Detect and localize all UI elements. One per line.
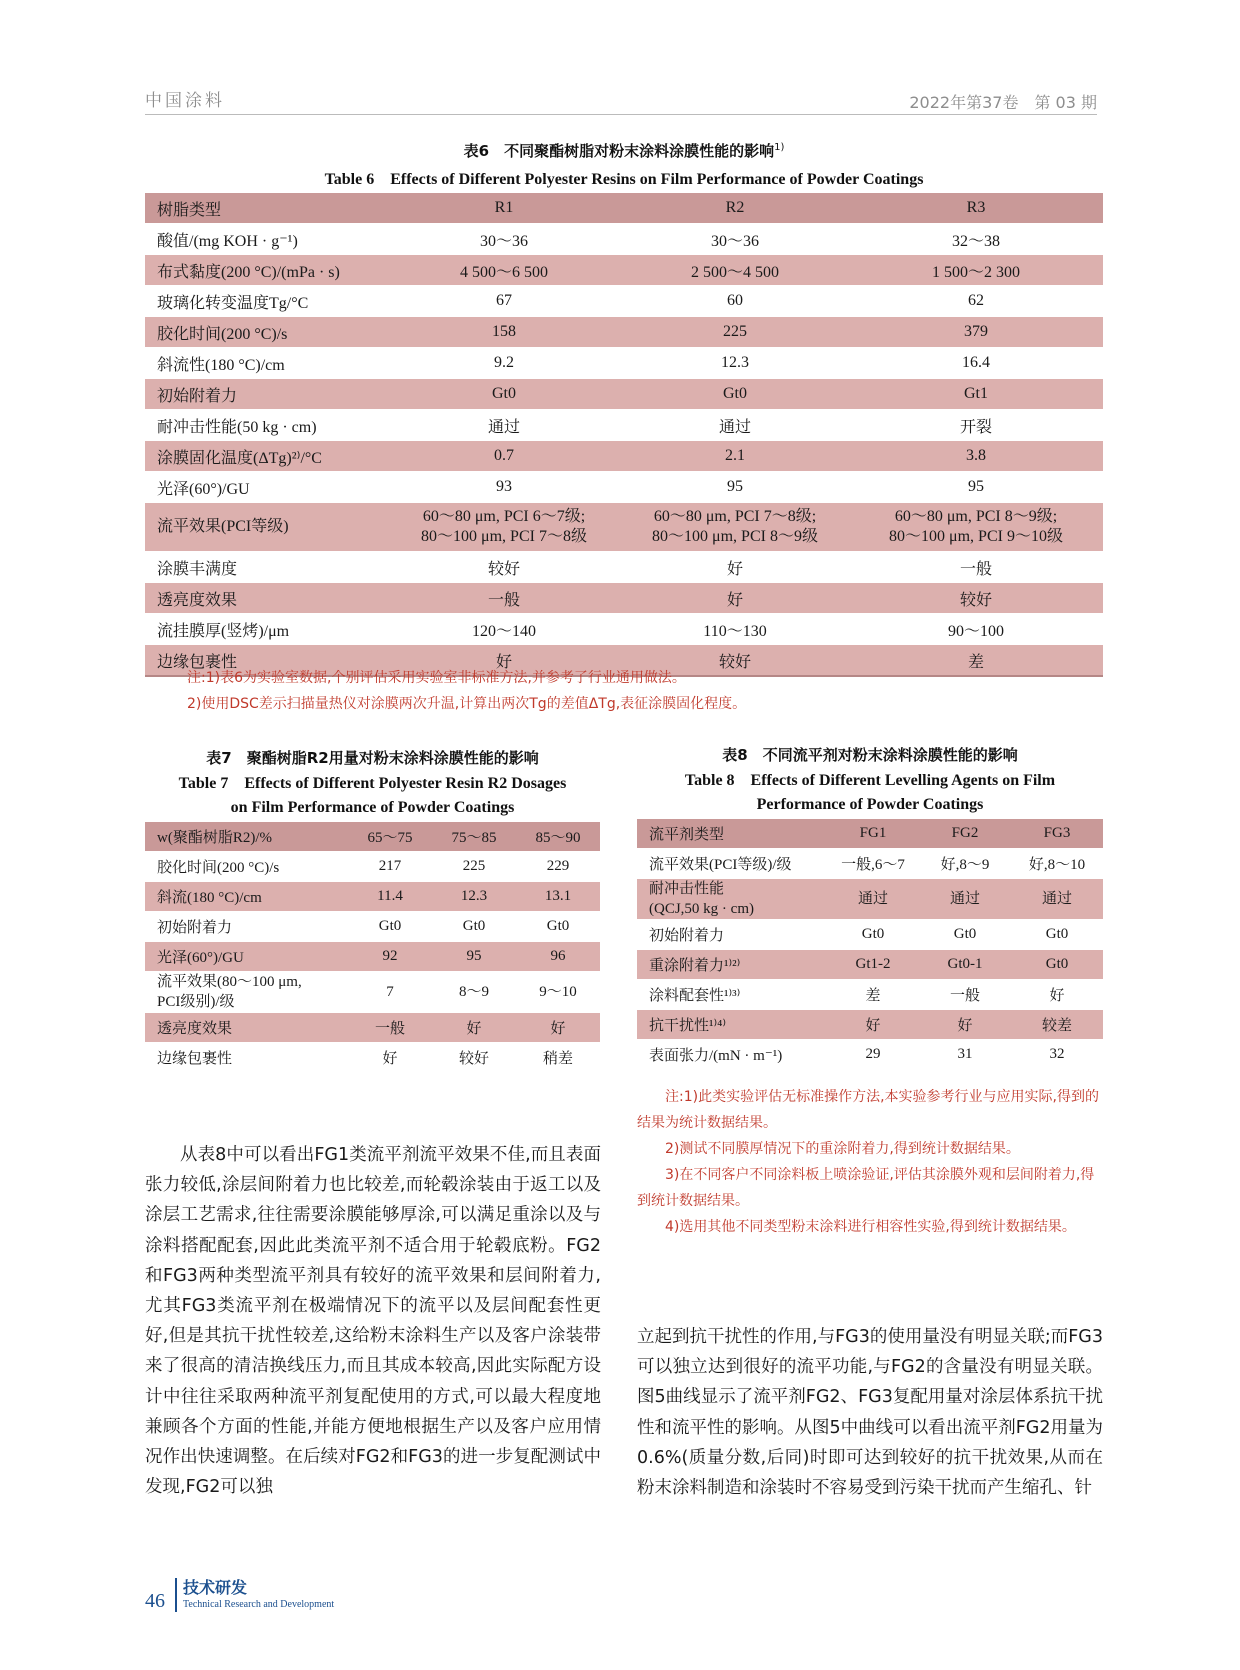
table-row <box>145 503 1103 552</box>
row-label: 耐冲击性能 (QCJ,50 kg · cm) <box>637 879 827 920</box>
row-label: 树脂类型 <box>145 193 387 224</box>
table6-note-1: 注:1)表6为实验室数据,个别评估采用实验室非标准方法,并参考了行业通用做法。 <box>187 670 686 686</box>
table-cell: 29 <box>827 1040 919 1070</box>
row-label: 流平效果(PCI等级)/级 <box>637 849 827 879</box>
table-cell: 一般,6～7 <box>827 849 919 879</box>
table-cell: R2 <box>621 193 849 224</box>
table-cell: 好 <box>621 583 849 614</box>
table-cell: 好 <box>919 1010 1011 1040</box>
table6 <box>145 193 1103 677</box>
row-label: 酸值/(mg KOH · g⁻¹) <box>145 224 387 255</box>
table-cell: 158 <box>387 317 621 348</box>
row-label: 斜流(180 °C)/cm <box>145 882 348 912</box>
table-cell: 2 500～4 500 <box>621 255 849 286</box>
table-cell: Gt0 <box>387 379 621 410</box>
table-cell: 好 <box>516 1013 600 1043</box>
table-cell: 60～80 μm, PCI 8～9级; 80～100 μm, PCI 9～10级 <box>849 503 1103 552</box>
table-row <box>145 1013 600 1043</box>
page-number: 46 <box>145 1590 165 1612</box>
table-row <box>145 348 1103 379</box>
table-cell: 225 <box>432 852 516 882</box>
table-cell: Gt0 <box>919 920 1011 950</box>
table-cell: 62 <box>849 286 1103 317</box>
table-cell: FG3 <box>1011 819 1103 849</box>
row-label: 光泽(60°)/GU <box>145 942 348 972</box>
table-cell: Gt0-1 <box>919 950 1011 980</box>
table-row <box>145 1043 600 1073</box>
table-cell: 229 <box>516 852 600 882</box>
footer-divider <box>175 1578 177 1612</box>
table-cell: Gt0 <box>516 912 600 942</box>
table-cell: 16.4 <box>849 348 1103 379</box>
table-row <box>637 950 1103 980</box>
table-cell: 120～140 <box>387 614 621 645</box>
table-row <box>145 255 1103 286</box>
table-row <box>637 1040 1103 1070</box>
table-cell: 好 <box>1011 980 1103 1010</box>
table-cell: 一般 <box>348 1013 432 1043</box>
table-cell: 差 <box>827 980 919 1010</box>
table-cell: 13.1 <box>516 882 600 912</box>
table8-note-1: 注:1)此类实验评估无标准操作方法,本实验参考行业与应用实际,得到的结果为统计数据结果。 <box>637 1089 1099 1131</box>
table-row <box>145 912 600 942</box>
table-cell: 95 <box>432 942 516 972</box>
table-cell: 差 <box>849 645 1103 677</box>
row-label: 初始附着力 <box>145 912 348 942</box>
table-cell: 1 500～2 300 <box>849 255 1103 286</box>
table-row <box>145 852 600 882</box>
table8 <box>637 819 1103 1070</box>
table-row <box>637 879 1103 920</box>
table-row <box>637 1010 1103 1040</box>
table-row <box>637 849 1103 879</box>
journal-name: 中国涂料 <box>145 91 225 111</box>
table-row <box>145 379 1103 410</box>
table-cell: 90～100 <box>849 614 1103 645</box>
table-cell: 通过 <box>827 879 919 920</box>
table-cell: 93 <box>387 472 621 503</box>
table-cell: Gt1-2 <box>827 950 919 980</box>
table-row <box>145 472 1103 503</box>
table7 <box>145 822 600 1073</box>
table-cell: 9.2 <box>387 348 621 379</box>
table-cell: 较好 <box>387 552 621 583</box>
table-cell: Gt0 <box>1011 950 1103 980</box>
table-cell: 379 <box>849 317 1103 348</box>
table6-caption-en: Table 6 Effects of Different Polyester Resins on Film Performance of Powder Coatings <box>324 171 924 188</box>
row-label: 流平效果(PCI等级) <box>145 503 387 552</box>
row-label: 流平剂类型 <box>637 819 827 849</box>
table-cell: 12.3 <box>621 348 849 379</box>
table-cell: 好 <box>387 645 621 677</box>
table-cell: 110～130 <box>621 614 849 645</box>
table-cell: 31 <box>919 1040 1011 1070</box>
table-cell: Gt1 <box>849 379 1103 410</box>
table-cell: 217 <box>348 852 432 882</box>
table8-caption-cn: 表8 不同流平剂对粉末涂料涂膜性能的影响 <box>722 746 1018 764</box>
table-cell: 较好 <box>849 583 1103 614</box>
table-cell: 好,8～9 <box>919 849 1011 879</box>
table-header-row <box>637 819 1103 849</box>
table-cell: 225 <box>621 317 849 348</box>
table-header-row <box>145 822 600 852</box>
table-row <box>145 942 600 972</box>
table8-caption-en-2: Performance of Powder Coatings <box>756 796 984 813</box>
table-cell: 一般 <box>849 552 1103 583</box>
table-row <box>145 614 1103 645</box>
row-label: 光泽(60°)/GU <box>145 472 387 503</box>
table-cell: 60 <box>621 286 849 317</box>
table-cell: FG2 <box>919 819 1011 849</box>
row-label: 抗干扰性¹⁾⁴⁾ <box>637 1010 827 1040</box>
table-row <box>145 317 1103 348</box>
row-label: 透亮度效果 <box>145 1013 348 1043</box>
body-paragraph-left: 从表8中可以看出FG1类流平剂流平效果不佳,而且表面张力较低,涂层间附着力也比较差,而轮毂涂装由于返工以及涂层工艺需求,往往需要涂膜能够厚涂,可以满足重涂以及与涂料搭配配套,因此此类流平剂不适合用于轮毂底粉。FG2和FG3两种类型流平剂具有较好的流平效果和层间附着力,尤其FG3类流平剂在极端情况下的流平以及层间配套性更好,但是其抗干扰性较差,这给粉末涂料生产以及客户涂装带来了很高的清洁换线压力,而且其成本较高,因此实际配方设计中往往采取两种流平剂复配使用的方式,可以最大程度地兼顾各个方面的性能,并能方便地根据生产以及客户应用情况作出快速调整。在后续对FG2和FG3的进一步复配测试中发现,FG2可以独 <box>145 1145 601 1498</box>
table-cell: 32 <box>1011 1040 1103 1070</box>
table-cell: 0.7 <box>387 441 621 472</box>
table-cell: 7 <box>348 972 432 1013</box>
row-label: 胶化时间(200 °C)/s <box>145 317 387 348</box>
table8-notes <box>637 1084 1103 1240</box>
table7-caption-en-2: on Film Performance of Powder Coatings <box>230 799 515 816</box>
table8-note-3: 3)在不同客户不同涂料板上喷涂验证,评估其涂膜外观和层间附着力,得到统计数据结果。 <box>637 1167 1095 1209</box>
table6-note-2: 2)使用DSC差示扫描量热仪对涂膜两次升温,计算出两次Tg的差值ΔTg,表征涂膜固化程度。 <box>187 696 747 712</box>
table-cell: R1 <box>387 193 621 224</box>
table8-note-4: 4)选用其他不同类型粉末涂料进行相容性实验,得到统计数据结果。 <box>665 1219 1076 1235</box>
table-cell: 95 <box>621 472 849 503</box>
header-divider <box>145 114 1097 115</box>
table-cell: 30～36 <box>387 224 621 255</box>
table-cell: 通过 <box>1011 879 1103 920</box>
table-row <box>145 441 1103 472</box>
table-cell: Gt0 <box>348 912 432 942</box>
row-label: 初始附着力 <box>637 920 827 950</box>
table7-caption-cn: 表7 聚酯树脂R2用量对粉末涂料涂膜性能的影响 <box>206 749 539 767</box>
row-label: 边缘包裹性 <box>145 645 387 677</box>
table-cell: 一般 <box>919 980 1011 1010</box>
table-cell: 开裂 <box>849 410 1103 441</box>
table-cell: 95 <box>849 472 1103 503</box>
row-label: 初始附着力 <box>145 379 387 410</box>
section-title-cn: 技术研发 <box>183 1578 248 1597</box>
table-row <box>145 224 1103 255</box>
table-cell: R3 <box>849 193 1103 224</box>
table-cell: 85～90 <box>516 822 600 852</box>
table-cell: 9～10 <box>516 972 600 1013</box>
table-cell: 通过 <box>621 410 849 441</box>
table-row <box>637 980 1103 1010</box>
table-row <box>145 583 1103 614</box>
table-cell: Gt0 <box>827 920 919 950</box>
table-cell: 32～38 <box>849 224 1103 255</box>
table-cell: 67 <box>387 286 621 317</box>
row-label: 表面张力/(mN · m⁻¹) <box>637 1040 827 1070</box>
table-row <box>145 882 600 912</box>
table-cell: 65～75 <box>348 822 432 852</box>
table-cell: 一般 <box>387 583 621 614</box>
table6-caption-cn: 表6 不同聚酯树脂对粉末涂料涂膜性能的影响$^{1)}$ <box>463 142 785 160</box>
table-row <box>145 972 600 1013</box>
row-label: 斜流性(180 °C)/cm <box>145 348 387 379</box>
table-cell: Gt0 <box>621 379 849 410</box>
table-cell: 好,8～10 <box>1011 849 1103 879</box>
row-label: 重涂附着力¹⁾²⁾ <box>637 950 827 980</box>
row-label: 涂膜丰满度 <box>145 552 387 583</box>
table-cell: 30～36 <box>621 224 849 255</box>
table-cell: 通过 <box>387 410 621 441</box>
row-label: 涂料配套性¹⁾³⁾ <box>637 980 827 1010</box>
table-row <box>145 286 1103 317</box>
table-row <box>145 410 1103 441</box>
row-label: 流平效果(80～100 μm, PCI级别)/级 <box>145 972 348 1013</box>
table-cell: Gt0 <box>1011 920 1103 950</box>
table-cell: 好 <box>348 1043 432 1073</box>
table-cell: 12.3 <box>432 882 516 912</box>
row-label: 流挂膜厚(竖烤)/μm <box>145 614 387 645</box>
table-cell: 3.8 <box>849 441 1103 472</box>
table-cell: 较好 <box>621 645 849 677</box>
row-label: 胶化时间(200 °C)/s <box>145 852 348 882</box>
row-label: 边缘包裹性 <box>145 1043 348 1073</box>
table-cell: 60～80 μm, PCI 7～8级; 80～100 μm, PCI 8～9级 <box>621 503 849 552</box>
row-label: 涂膜固化温度(ΔTg)²⁾/°C <box>145 441 387 472</box>
row-label: 透亮度效果 <box>145 583 387 614</box>
table-cell: 较好 <box>432 1043 516 1073</box>
table-cell: 好 <box>621 552 849 583</box>
table-cell: 较差 <box>1011 1010 1103 1040</box>
table8-note-2: 2)测试不同膜厚情况下的重涂附着力,得到统计数据结果。 <box>665 1141 1020 1157</box>
table-cell: 好 <box>827 1010 919 1040</box>
row-label: 玻璃化转变温度Tg/°C <box>145 286 387 317</box>
table-cell: 通过 <box>919 879 1011 920</box>
table-cell: 60～80 μm, PCI 6～7级; 80～100 μm, PCI 7～8级 <box>387 503 621 552</box>
table7-caption-en-1: Table 7 Effects of Different Polyester Resin R2 Dosages <box>178 775 567 792</box>
body-paragraph-right: 立起到抗干扰性的作用,与FG3的使用量没有明显关联;而FG3可以独立达到很好的流平功能,与FG2的含量没有明显关联。图5曲线显示了流平剂FG2、FG3复配用量对涂层体系抗干扰性和流平性的影响。从图5中曲线可以看出流平剂FG2用量为0.6%(质量分数,后同)时即可达到较好的抗干扰效果,从而在粉末涂料制造和涂装时不容易受到污染干扰而产生缩孔、针 <box>637 1327 1103 1499</box>
table-cell: Gt0 <box>432 912 516 942</box>
row-label: 布式黏度(200 °C)/(mPa · s) <box>145 255 387 286</box>
table-cell: FG1 <box>827 819 919 849</box>
section-title-en: Technical Research and Development <box>183 1599 335 1610</box>
table-row <box>145 552 1103 583</box>
table-cell: 75～85 <box>432 822 516 852</box>
table-cell: 好 <box>432 1013 516 1043</box>
table-cell: 4 500～6 500 <box>387 255 621 286</box>
table-header-row <box>145 193 1103 224</box>
row-label: 耐冲击性能(50 kg · cm) <box>145 410 387 441</box>
table8-caption-en-1: Table 8 Effects of Different Levelling Agents on Film <box>684 772 1056 789</box>
issue-info: 2022年第37卷 第 03 期 <box>909 93 1097 112</box>
row-label: w(聚酯树脂R2)/% <box>145 822 348 852</box>
table-cell: 92 <box>348 942 432 972</box>
table-cell: 2.1 <box>621 441 849 472</box>
table-row <box>637 920 1103 950</box>
table-cell: 11.4 <box>348 882 432 912</box>
table-cell: 96 <box>516 942 600 972</box>
table-cell: 8～9 <box>432 972 516 1013</box>
table-cell: 稍差 <box>516 1043 600 1073</box>
